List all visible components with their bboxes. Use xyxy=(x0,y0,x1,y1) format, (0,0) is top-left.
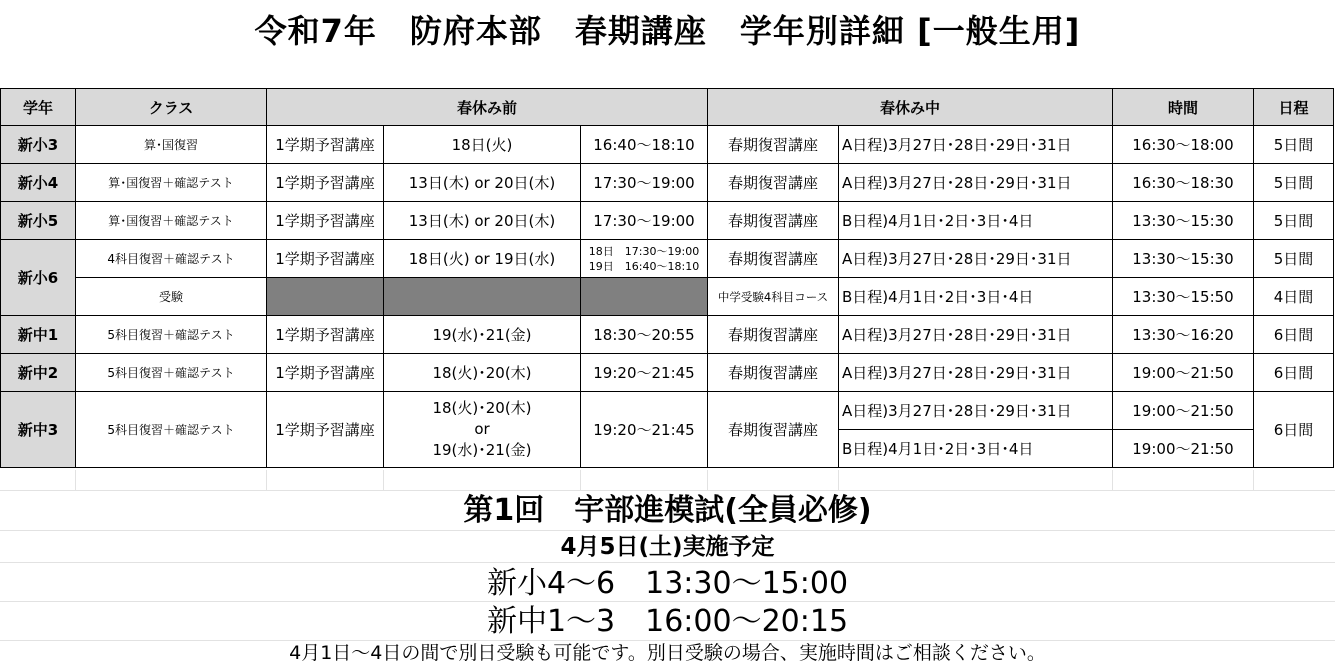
header-grade: 学年 xyxy=(1,89,76,126)
days-cell: 4日間 xyxy=(1254,278,1334,316)
dates-during-cell: B日程)4月1日･2日･3日･4日 xyxy=(839,202,1113,240)
course-during-cell: 春期復習講座 xyxy=(708,164,839,202)
course-during-cell: 春期復習講座 xyxy=(708,126,839,164)
time-cell: 19:00～21:50 xyxy=(1113,430,1254,468)
table-row xyxy=(1,126,1334,164)
blank-cell xyxy=(267,278,384,316)
time-cell: 13:30～15:30 xyxy=(1113,240,1254,278)
course-during-cell: 春期復習講座 xyxy=(708,316,839,354)
date-before-cell: 18(火)･20(木) xyxy=(384,354,581,392)
schedule-table xyxy=(0,88,1334,468)
blank-cell xyxy=(384,278,581,316)
table-row xyxy=(1,240,1334,278)
course-during-cell: 春期復習講座 xyxy=(708,240,839,278)
days-cell: 6日間 xyxy=(1254,354,1334,392)
class-cell: 受験 xyxy=(76,278,267,316)
time-before-cell xyxy=(581,240,708,278)
time-before-cell: 17:30～19:00 xyxy=(581,164,708,202)
class-cell: 算･国復習 xyxy=(76,126,267,164)
course-before-cell: 1学期予習講座 xyxy=(267,126,384,164)
header-row xyxy=(1,89,1334,126)
dates-during-cell: A日程)3月27日･28日･29日･31日 xyxy=(839,126,1113,164)
course-during-cell: 春期復習講座 xyxy=(708,202,839,240)
grade-cell: 新小6 xyxy=(1,240,76,316)
date-before-line-1: 18(火)･20(木) xyxy=(432,399,532,417)
time-cell: 16:30～18:30 xyxy=(1113,164,1254,202)
header-class: クラス xyxy=(76,89,267,126)
time-before-line-2: 19日 16:40～18:10 xyxy=(588,259,700,273)
class-cell: 算･国復習＋確認テスト xyxy=(76,164,267,202)
course-before-cell: 1学期予習講座 xyxy=(267,354,384,392)
class-cell: 5科目復習＋確認テスト xyxy=(76,316,267,354)
class-cell: 5科目復習＋確認テスト xyxy=(76,392,267,468)
header-during-break: 春休み中 xyxy=(708,89,1113,126)
date-before-cell: 18日(火) xyxy=(384,126,581,164)
blank-cell xyxy=(581,278,708,316)
time-before-cell: 16:40～18:10 xyxy=(581,126,708,164)
days-cell: 6日間 xyxy=(1254,316,1334,354)
time-cell: 13:30～15:50 xyxy=(1113,278,1254,316)
grade-cell: 新小3 xyxy=(1,126,76,164)
dates-during-cell: B日程)4月1日･2日･3日･4日 xyxy=(839,430,1113,468)
time-before-cell: 18:30～20:55 xyxy=(581,316,708,354)
time-cell: 13:30～16:20 xyxy=(1113,316,1254,354)
course-before-cell: 1学期予習講座 xyxy=(267,392,384,468)
time-before-line-1: 18日 17:30～19:00 xyxy=(588,244,700,258)
table-row xyxy=(1,316,1334,354)
course-before-cell: 1学期予習講座 xyxy=(267,316,384,354)
course-during-cell: 春期復習講座 xyxy=(708,354,839,392)
date-before-cell: 13日(木) or 20日(木) xyxy=(384,164,581,202)
dates-during-cell: A日程)3月27日･28日･29日･31日 xyxy=(839,164,1113,202)
class-cell: 5科目復習＋確認テスト xyxy=(76,354,267,392)
class-cell: 算･国復習＋確認テスト xyxy=(76,202,267,240)
grade-cell: 新中1 xyxy=(1,316,76,354)
days-cell: 5日間 xyxy=(1254,202,1334,240)
date-before-cell: 18日(火) or 19日(水) xyxy=(384,240,581,278)
grade-cell: 新小5 xyxy=(1,202,76,240)
date-before-or: or xyxy=(474,420,490,438)
time-before-cell: 19:20～21:45 xyxy=(581,354,708,392)
table-row xyxy=(1,278,1334,316)
header-time: 時間 xyxy=(1113,89,1254,126)
class-cell: 4科目復習＋確認テスト xyxy=(76,240,267,278)
table-row xyxy=(1,164,1334,202)
grade-cell: 新中2 xyxy=(1,354,76,392)
table-row xyxy=(1,392,1334,430)
exam-date: 4月5日(土)実施予定 xyxy=(560,534,775,560)
date-before-line-2: 19(水)･21(金) xyxy=(432,441,532,459)
sheet-gridlines xyxy=(0,470,1335,490)
dates-during-cell: A日程)3月27日･28日･29日･31日 xyxy=(839,354,1113,392)
header-days: 日程 xyxy=(1254,89,1334,126)
table-row xyxy=(1,202,1334,240)
exam-note: 4月1日～4日の間で別日受験も可能です。別日受験の場合、実施時間はご相談ください。 xyxy=(289,642,1046,664)
course-before-cell: 1学期予習講座 xyxy=(267,240,384,278)
days-cell: 5日間 xyxy=(1254,126,1334,164)
time-cell: 19:00～21:50 xyxy=(1113,392,1254,430)
time-cell: 13:30～15:30 xyxy=(1113,202,1254,240)
date-before-cell: 19(水)･21(金) xyxy=(384,316,581,354)
course-before-cell: 1学期予習講座 xyxy=(267,202,384,240)
page-title: 令和7年 防府本部 春期講座 学年別詳細 [一般生用] xyxy=(254,12,1081,50)
course-before-cell: 1学期予習講座 xyxy=(267,164,384,202)
time-before-cell: 19:20～21:45 xyxy=(581,392,708,468)
time-before-cell: 17:30～19:00 xyxy=(581,202,708,240)
sheet-gridline xyxy=(0,562,1335,563)
date-before-cell xyxy=(384,392,581,468)
time-cell: 19:00～21:50 xyxy=(1113,354,1254,392)
date-before-cell: 13日(木) or 20日(木) xyxy=(384,202,581,240)
course-during-cell: 春期復習講座 xyxy=(708,392,839,468)
dates-during-cell: A日程)3月27日･28日･29日･31日 xyxy=(839,392,1113,430)
dates-during-cell: B日程)4月1日･2日･3日･4日 xyxy=(839,278,1113,316)
days-cell: 6日間 xyxy=(1254,392,1334,468)
exam-time-elementary: 新小4～6 13:30～15:00 xyxy=(486,566,849,601)
dates-during-cell: A日程)3月27日･28日･29日･31日 xyxy=(839,316,1113,354)
dates-during-cell: A日程)3月27日･28日･29日･31日 xyxy=(839,240,1113,278)
days-cell: 5日間 xyxy=(1254,164,1334,202)
days-cell: 5日間 xyxy=(1254,240,1334,278)
header-before-break: 春休み前 xyxy=(267,89,708,126)
table-row xyxy=(1,354,1334,392)
exam-time-junior: 新中1～3 16:00～20:15 xyxy=(486,604,849,639)
exam-title: 第1回 宇部進模試(全員必修) xyxy=(463,493,872,528)
course-during-cell: 中学受験4科目コース xyxy=(708,278,839,316)
grade-cell: 新小4 xyxy=(1,164,76,202)
grade-cell: 新中3 xyxy=(1,392,76,468)
time-cell: 16:30～18:00 xyxy=(1113,126,1254,164)
